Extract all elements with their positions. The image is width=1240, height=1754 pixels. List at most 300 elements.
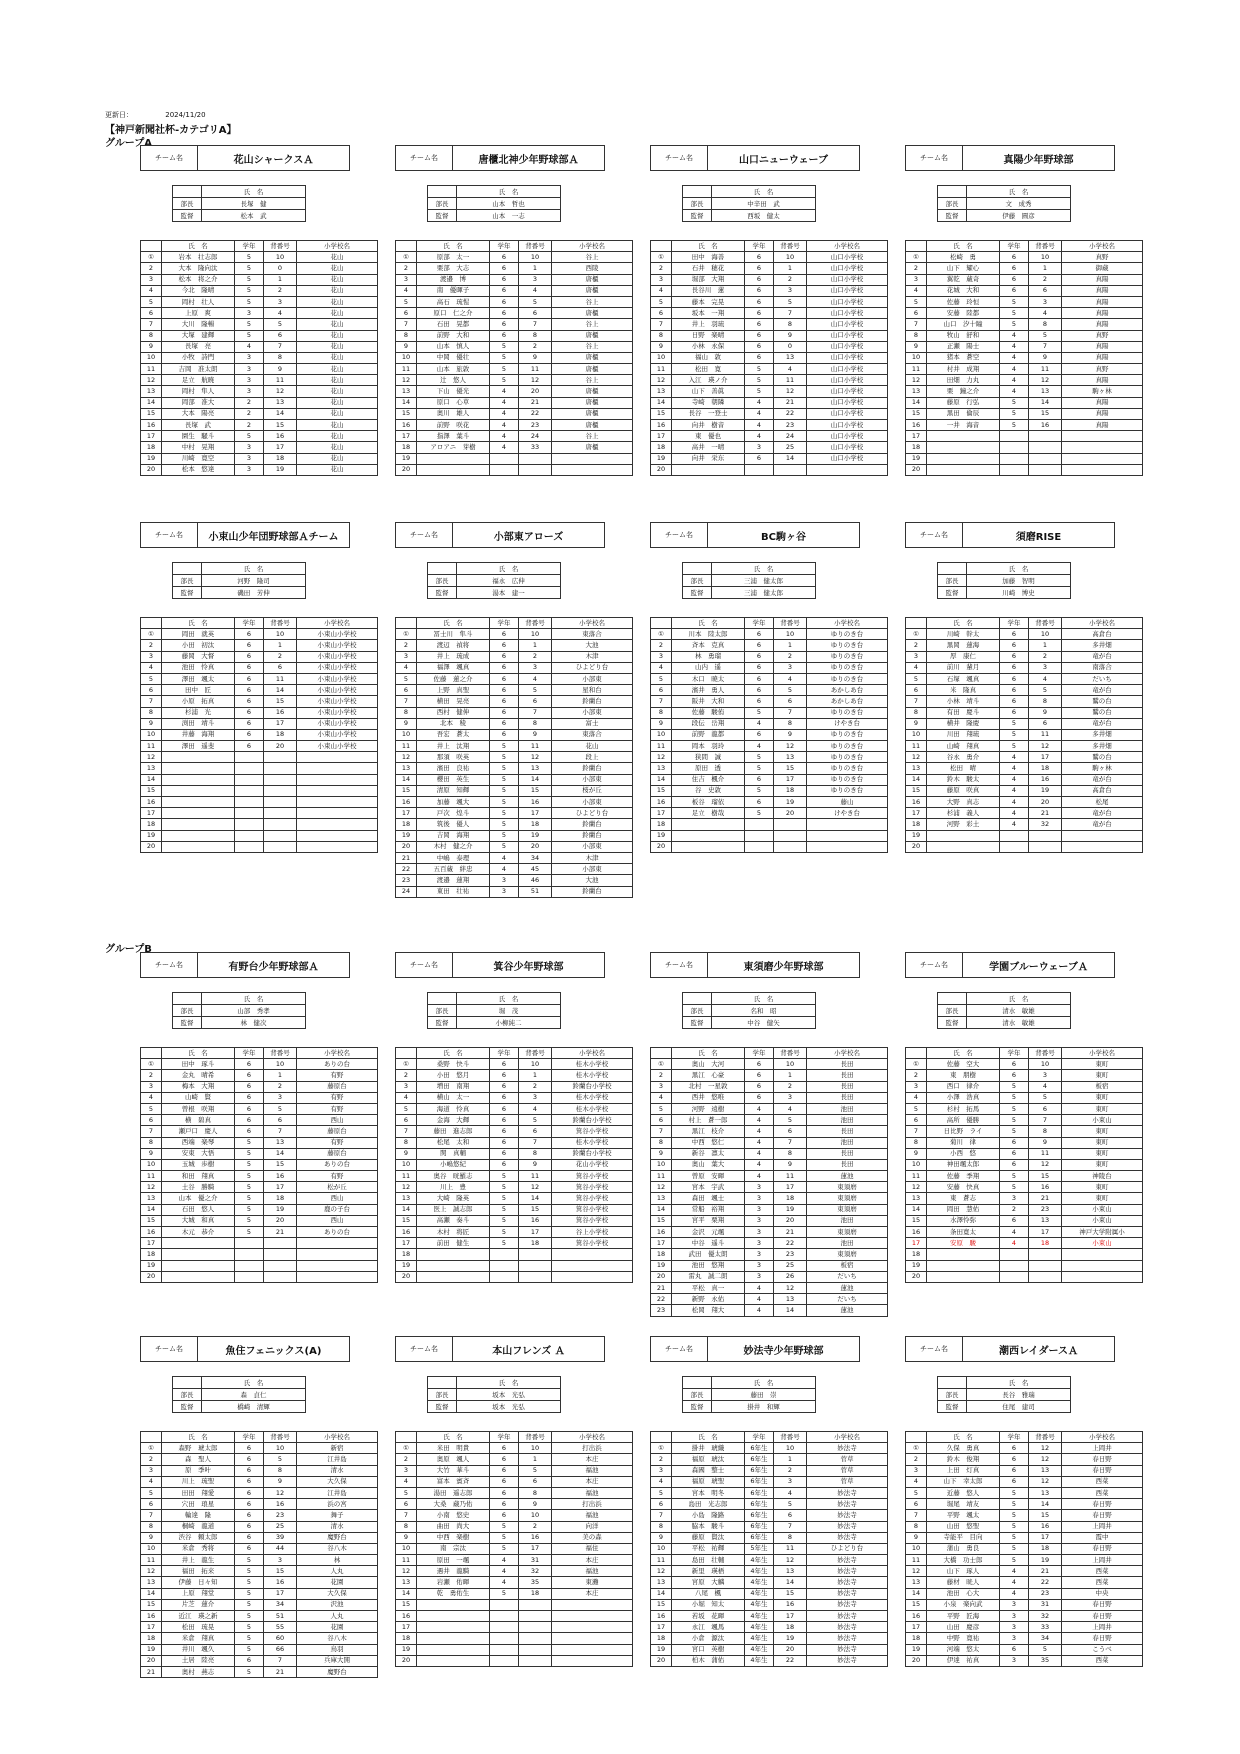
player-no: 18 (906, 819, 927, 830)
player-name: 近江 瑛之新 (162, 1611, 235, 1622)
player-number (519, 1644, 552, 1655)
player-name: 渡邉 蓮翔 (417, 875, 490, 886)
player-name (162, 774, 235, 785)
player-no: 14 (651, 397, 672, 408)
player-number: 17 (774, 1611, 807, 1622)
player-name: 足立 航暁 (162, 375, 235, 386)
table-row (651, 1465, 888, 1476)
player-school: 東町 (1062, 1092, 1143, 1103)
roster-header-grade: 学年 (745, 618, 774, 629)
player-school: 菅草 (807, 1454, 888, 1465)
roster-header-no (651, 1048, 672, 1059)
player-name: 山下 耀心 (927, 263, 1000, 274)
player-school (297, 841, 378, 852)
player-name: 小田 悠月 (417, 1070, 490, 1081)
player-number: 25 (264, 1521, 297, 1532)
player-no: 13 (141, 763, 162, 774)
player-number (1029, 431, 1062, 442)
player-no: 10 (141, 729, 162, 740)
player-no: 4 (651, 662, 672, 673)
roster-table (650, 1047, 888, 1317)
player-number: 8 (519, 1148, 552, 1159)
player-school: 蓮池 (807, 1305, 888, 1316)
player-number: 7 (774, 1137, 807, 1148)
team-name-label: チーム名 (651, 523, 708, 547)
player-number: 10 (264, 1443, 297, 1454)
player-number: 12 (264, 1487, 297, 1498)
player-school: 小束山 (1062, 1204, 1143, 1215)
player-grade: 6 (235, 640, 264, 651)
player-grade: 6 (235, 662, 264, 673)
player-number (1029, 1249, 1062, 1260)
player-no: 13 (396, 1193, 417, 1204)
team-name-bar (650, 522, 860, 548)
staff-table (937, 185, 1071, 222)
player-name: 横山 太一 (417, 1092, 490, 1103)
player-name: 中嶋 泰理 (417, 852, 490, 863)
player-school (297, 774, 378, 785)
roster-table (140, 617, 378, 853)
player-grade: 5 (490, 1193, 519, 1204)
player-number: 16 (519, 1532, 552, 1543)
player-name: 長谷川 蓮 (672, 285, 745, 296)
player-no: 7 (651, 1510, 672, 1521)
player-name: 森 聖人 (162, 1454, 235, 1465)
player-grade: 6 (490, 319, 519, 330)
roster-table (650, 240, 888, 476)
player-school: 小束山小学校 (297, 718, 378, 729)
player-school: 箕谷小学校 (552, 1238, 633, 1249)
player-grade: 4 (745, 1115, 774, 1126)
player-grade: 4年生 (745, 1555, 774, 1566)
player-grade: 4 (745, 718, 774, 729)
player-number: 9 (519, 1159, 552, 1170)
player-name: 段伝 岳翔 (672, 718, 745, 729)
player-number: 4 (774, 1487, 807, 1498)
player-number: 19 (264, 1204, 297, 1215)
player-name: 藤材 晄人 (927, 1577, 1000, 1588)
staff-role: 監督 (683, 587, 712, 599)
player-number: 4 (519, 673, 552, 684)
player-number (264, 774, 297, 785)
player-name: 中村 晃翔 (162, 442, 235, 453)
staff-role: 部長 (683, 575, 712, 587)
player-number: 13 (1029, 1465, 1062, 1476)
player-name: 中西 悠仁 (672, 1137, 745, 1148)
player-grade: 6 (490, 673, 519, 684)
player-number: 55 (264, 1622, 297, 1633)
player-grade: 3 (745, 1193, 774, 1204)
table-row (141, 464, 378, 475)
player-number (519, 464, 552, 475)
player-school: 本庄 (552, 1555, 633, 1566)
player-no: 2 (651, 640, 672, 651)
roster-header-no (651, 1432, 672, 1443)
player-grade: 6 (235, 1126, 264, 1137)
roster-header-number: 背番号 (519, 1432, 552, 1443)
player-grade: 3 (490, 886, 519, 897)
player-grade: 4 (745, 1294, 774, 1305)
player-school: ありの台 (297, 1227, 378, 1238)
player-school: だいち (1062, 673, 1143, 684)
player-school: 花山 (297, 397, 378, 408)
player-no: ① (396, 629, 417, 640)
player-name: 上原 爽 (162, 308, 235, 319)
table-row (651, 640, 888, 651)
player-number: 1 (774, 263, 807, 274)
player-grade: 6 (235, 1476, 264, 1487)
player-name: 山田 慶彦 (927, 1622, 1000, 1633)
staff-header: 氏 名 (202, 186, 306, 198)
player-number: 17 (1029, 752, 1062, 763)
player-grade: 6 (1000, 696, 1029, 707)
player-number: 9 (519, 352, 552, 363)
player-no: 11 (141, 364, 162, 375)
player-no: 19 (651, 830, 672, 841)
player-number: 19 (1029, 785, 1062, 796)
player-grade: 3 (235, 364, 264, 375)
player-number: 17 (264, 442, 297, 453)
player-grade: 5 (745, 785, 774, 796)
player-no: 15 (906, 1599, 927, 1610)
player-school: 妙法寺 (807, 1611, 888, 1622)
player-name (162, 841, 235, 852)
player-school: 妙法寺 (807, 1510, 888, 1521)
player-school: 小束山小学校 (297, 651, 378, 662)
player-no: 9 (906, 1532, 927, 1543)
player-school: 神陵台 (1062, 1171, 1143, 1182)
player-number: 1 (774, 640, 807, 651)
table-row (141, 1115, 378, 1126)
player-no: 2 (141, 640, 162, 651)
player-no: 18 (141, 1633, 162, 1644)
player-name: 小澤 浩真 (927, 1092, 1000, 1103)
player-grade: 6 (490, 707, 519, 718)
player-no: 17 (651, 808, 672, 819)
table-row (141, 1555, 378, 1566)
staff-table (172, 185, 306, 222)
player-no: 18 (651, 442, 672, 453)
player-name (417, 1271, 490, 1282)
player-grade (235, 763, 264, 774)
roster-header-school: 小学校名 (807, 618, 888, 629)
player-no: 11 (396, 364, 417, 375)
table-row (651, 1655, 888, 1666)
player-no: 4 (651, 1092, 672, 1103)
player-number: 15 (1029, 408, 1062, 419)
player-number: 12 (774, 1555, 807, 1566)
team-name-label: チーム名 (396, 523, 453, 547)
player-grade (235, 752, 264, 763)
player-school: 唐櫃 (552, 330, 633, 341)
staff-role: 監督 (428, 1017, 457, 1029)
player-school: 藤原台 (297, 1126, 378, 1137)
staff-header: 氏 名 (967, 993, 1071, 1005)
player-school: ゆりのき台 (807, 741, 888, 752)
player-number: 5 (264, 1103, 297, 1114)
player-no: 2 (906, 1454, 927, 1465)
player-number: 32 (1029, 819, 1062, 830)
player-number: 9 (264, 364, 297, 375)
player-number: 10 (264, 629, 297, 640)
player-number: 6 (264, 1115, 297, 1126)
player-no: 15 (906, 1215, 927, 1226)
player-school: 段上 (552, 752, 633, 763)
player-school: 谷上 (552, 296, 633, 307)
player-name: 杉村 拓馬 (927, 1103, 1000, 1114)
staff-role: 監督 (683, 210, 712, 222)
player-name: 大桑 蔵乃佑 (417, 1499, 490, 1510)
table-row (906, 1227, 1143, 1238)
table-row (651, 1294, 888, 1305)
player-number: 14 (774, 1305, 807, 1316)
player-school: 上岡井 (1062, 1555, 1143, 1566)
player-school (1062, 830, 1143, 841)
player-number: 5 (519, 685, 552, 696)
player-no: 5 (396, 1487, 417, 1498)
player-name: 金沢 元颯 (672, 1227, 745, 1238)
table-row (906, 629, 1143, 640)
player-school: 鈴蘭台小学校 (552, 1148, 633, 1159)
player-grade: 6 (1000, 274, 1029, 285)
player-school: 福住 (552, 1543, 633, 1554)
player-no: 5 (396, 296, 417, 307)
player-name (927, 442, 1000, 453)
player-number: 7 (264, 1655, 297, 1666)
player-name: 大本 隆向汰 (162, 263, 235, 274)
table-row (141, 1193, 378, 1204)
player-school (1062, 841, 1143, 852)
player-name: 新谷 凛太 (672, 1148, 745, 1159)
staff-role: 部長 (173, 1005, 202, 1017)
player-grade (235, 797, 264, 808)
player-grade: 6 (745, 774, 774, 785)
player-school: 山口小学校 (807, 263, 888, 274)
player-name: 関 真輔 (417, 1148, 490, 1159)
player-no: 4 (141, 285, 162, 296)
player-number (264, 1238, 297, 1249)
table-row (906, 252, 1143, 263)
player-name (417, 1622, 490, 1633)
player-name: 近藤 悠人 (927, 1487, 1000, 1498)
player-no: 13 (651, 386, 672, 397)
player-no: 20 (396, 464, 417, 475)
player-no: 9 (396, 341, 417, 352)
table-row (906, 1148, 1143, 1159)
player-name: 中谷 遥斗 (672, 1238, 745, 1249)
player-number: 22 (774, 1655, 807, 1666)
player-number: 23 (774, 1249, 807, 1260)
staff-role: 監督 (173, 1401, 202, 1413)
player-school: 山口小学校 (807, 352, 888, 363)
player-number: 6 (774, 696, 807, 707)
staff-role: 監督 (938, 1401, 967, 1413)
player-no: 15 (141, 785, 162, 796)
roster-header-grade: 学年 (490, 241, 519, 252)
table-row (651, 1521, 888, 1532)
player-school: 竜が台 (1062, 718, 1143, 729)
roster-header-name: 氏 名 (162, 618, 235, 629)
player-grade: 5 (1000, 1521, 1029, 1532)
player-no: 19 (396, 830, 417, 841)
table-row (141, 1666, 378, 1677)
player-number: 13 (774, 1294, 807, 1305)
roster-table (395, 1431, 633, 1667)
table-row (141, 1566, 378, 1577)
staff-header-blank (173, 186, 202, 198)
player-no: 5 (906, 673, 927, 684)
player-school: 東須磨 (807, 1249, 888, 1260)
table-row (141, 819, 378, 830)
player-name: 南 優暉子 (417, 285, 490, 296)
table-row (651, 707, 888, 718)
player-grade (490, 1644, 519, 1655)
player-name: 高瀬 奏斗 (417, 1215, 490, 1226)
player-name: 足立 樹哉 (672, 808, 745, 819)
player-no: 10 (141, 1543, 162, 1554)
table-row (396, 1103, 633, 1114)
player-school: 妙法寺 (807, 1521, 888, 1532)
player-name: 栗 鐘之介 (927, 386, 1000, 397)
player-name (417, 1249, 490, 1260)
player-name: 奥原 颯人 (417, 1454, 490, 1465)
player-number: 6 (519, 308, 552, 319)
player-name: 永江 颯馬 (672, 1622, 745, 1633)
team-name: 須磨RISE (1015, 531, 1062, 543)
player-name: 藤本 完晃 (672, 296, 745, 307)
player-name: 川崎 幹太 (927, 629, 1000, 640)
table-row (651, 330, 888, 341)
player-grade: 6 (745, 274, 774, 285)
player-number (1029, 442, 1062, 453)
player-no: 20 (906, 841, 927, 852)
player-name: 山内 遥 (672, 662, 745, 673)
player-name: 木口 暁太 (672, 673, 745, 684)
player-grade: 6 (1000, 1215, 1029, 1226)
player-no: 7 (396, 319, 417, 330)
table-row (396, 442, 633, 453)
player-no: 11 (906, 741, 927, 752)
player-number: 18 (1029, 1238, 1062, 1249)
player-grade: 5 (1000, 741, 1029, 752)
player-grade: 3 (1000, 1611, 1029, 1622)
staff-name: 三浦 健太郎 (712, 587, 816, 599)
player-no: 12 (651, 375, 672, 386)
table-row (396, 1271, 633, 1282)
table-row (906, 830, 1143, 841)
player-no: 17 (651, 1238, 672, 1249)
player-name: 福田 拓来 (162, 1566, 235, 1577)
staff-header: 氏 名 (202, 1377, 306, 1389)
table-row (906, 651, 1143, 662)
player-grade: 6 (1000, 285, 1029, 296)
roster-table (905, 617, 1143, 853)
player-name: 辻 悠人 (417, 375, 490, 386)
player-school: 妙法寺 (807, 1532, 888, 1543)
player-school: 福池 (552, 1566, 633, 1577)
player-no: 15 (141, 408, 162, 419)
player-school: 花山 (297, 252, 378, 263)
staff-name: 伊藤 圓彦 (967, 210, 1071, 222)
player-no: 20 (141, 1655, 162, 1666)
player-no: 9 (651, 718, 672, 729)
player-school (552, 1611, 633, 1622)
player-school: 花山 (297, 296, 378, 307)
player-school: 箕谷小学校 (552, 1215, 633, 1226)
table-row (141, 1510, 378, 1521)
table-row (651, 1103, 888, 1114)
player-school: けやき台 (807, 808, 888, 819)
player-grade: 5 (1000, 1182, 1029, 1193)
player-grade: 6 (490, 1115, 519, 1126)
player-no: 7 (906, 1126, 927, 1137)
player-no: 3 (396, 651, 417, 662)
player-name: 東 朋樹 (927, 1070, 1000, 1081)
player-grade: 6 (490, 1487, 519, 1498)
player-school: 花山 (297, 453, 378, 464)
roster-table (140, 240, 378, 476)
player-no: 21 (141, 1666, 162, 1677)
player-school: 桂木小学校 (552, 1070, 633, 1081)
player-number: 11 (774, 1171, 807, 1182)
team-name: 小束山少年団野球部Ａチーム (208, 531, 339, 543)
table-row (396, 1059, 633, 1070)
player-name: 宮平 栗翔 (672, 1215, 745, 1226)
player-grade: 4年生 (745, 1633, 774, 1644)
table-row (651, 1227, 888, 1238)
table-row (906, 341, 1143, 352)
player-school: 小部東 (552, 797, 633, 808)
player-grade: 4 (1000, 341, 1029, 352)
player-school: 谷上 (552, 431, 633, 442)
player-no: 22 (396, 864, 417, 875)
player-school: 山口小学校 (807, 397, 888, 408)
player-number: 12 (774, 1282, 807, 1293)
table-row (651, 352, 888, 363)
player-no: 13 (906, 386, 927, 397)
player-name: 島田 壮輔 (672, 1555, 745, 1566)
player-name: 土居 陸亮 (162, 1655, 235, 1666)
player-no: 14 (141, 774, 162, 785)
player-number: 16 (264, 1171, 297, 1182)
roster-header-school: 小学校名 (552, 1432, 633, 1443)
table-row (651, 1443, 888, 1454)
player-no: 16 (906, 1611, 927, 1622)
player-school: ゆりのき台 (807, 707, 888, 718)
player-number: 13 (1029, 386, 1062, 397)
player-name: 岡田 慧佑 (927, 1204, 1000, 1215)
player-school: 唐櫃 (552, 274, 633, 285)
player-name (417, 1611, 490, 1622)
player-name: 原部 太一 (417, 252, 490, 263)
player-grade: 5 (1000, 1499, 1029, 1510)
player-name: 井上 羽琉 (672, 319, 745, 330)
player-school: 小束山小学校 (297, 685, 378, 696)
table-row (906, 707, 1143, 718)
player-name: 田中 海善 (672, 252, 745, 263)
player-grade: 6年生 (745, 1510, 774, 1521)
player-name: 小倉 源汰 (672, 1633, 745, 1644)
player-grade: 5 (490, 785, 519, 796)
player-number: 11 (774, 1543, 807, 1554)
table-row (396, 1454, 633, 1465)
player-number (519, 1622, 552, 1633)
player-school: 小束山小学校 (297, 729, 378, 740)
table-row (906, 330, 1143, 341)
player-no: 13 (396, 763, 417, 774)
player-no: 3 (396, 1081, 417, 1092)
player-grade: 5 (235, 1644, 264, 1655)
